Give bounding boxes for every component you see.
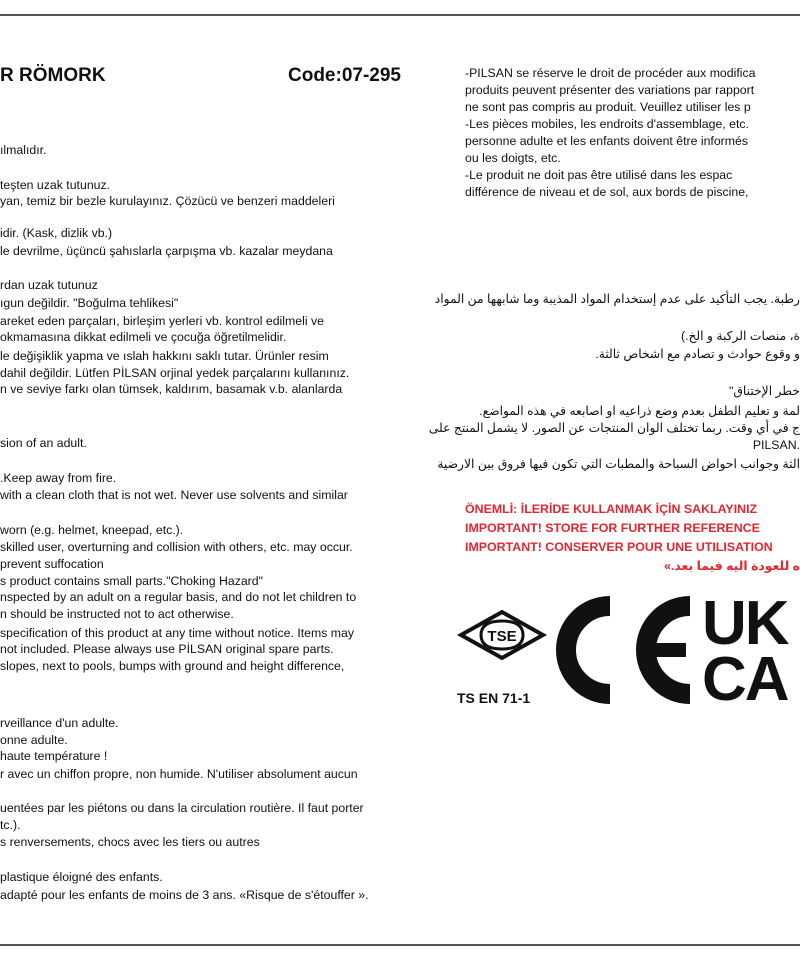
french-right-line: personne adulte et les enfants doivent être informés xyxy=(465,134,749,148)
french-right-line: -PILSAN se réserve le droit de procéder aux modifica xyxy=(465,66,756,80)
arabic-line: الثة وجوانب احواض السباحة والمطبات التي تكون فيها فروق بين الارضية xyxy=(437,457,800,471)
english-line: prevent suffocation xyxy=(0,557,104,571)
svg-text:CA: CA xyxy=(702,645,788,702)
warning-turkish: ÖNEMLİ: İLERİDE KULLANMAK İÇİN SAKLAYINIZ xyxy=(465,502,758,516)
french-line: tc.). xyxy=(0,818,21,832)
tse-mark-text: TSE xyxy=(487,628,517,645)
english-line: sion of an adult. xyxy=(0,436,87,450)
french-line: onne adulte. xyxy=(0,733,68,747)
french-right-line: différence de niveau et de sol, aux bords de piscine, xyxy=(465,185,749,199)
french-line: s renversements, chocs avec les tiers ou autres xyxy=(0,835,260,849)
english-line: skilled user, overturning and collision with others, etc. may occur. xyxy=(0,540,353,554)
tse-standard-label: TS EN 71-1 xyxy=(457,690,531,706)
french-right-line: produits peuvent présenter des variations par rapport xyxy=(465,83,755,97)
arabic-line: ج في أي وقت. ربما تختلف الوان المنتجات عن الصور. لا يشمل المنتج على xyxy=(428,421,800,435)
arabic-line: ة، منصات الركبة و الخ.) xyxy=(680,329,800,343)
turkish-line: yan, temiz bir bezle kurulayınız. Çözücü ve benzeri maddeleri xyxy=(0,194,335,208)
arabic-line: رطبة. يجب التأكيد على عدم إستخدام المواد المذيبة وما شابهها من المواد xyxy=(434,292,800,306)
french-right-line: ou les doigts, etc. xyxy=(465,151,561,165)
warning-english: IMPORTANT! STORE FOR FURTHER REFERENCE xyxy=(465,521,760,535)
french-right-line: -Le produit ne doit pas être utilisé dans les espac xyxy=(465,168,733,182)
turkish-line: okmamasına dikkat edilmeli ve çocuğa öğretilmelidir. xyxy=(0,330,287,344)
english-line: slopes, next to pools, bumps with ground and height difference, xyxy=(0,659,345,673)
product-code: Code:07-295 xyxy=(288,65,401,86)
english-line: with a clean cloth that is not wet. Never use solvents and similar xyxy=(0,488,348,502)
turkish-line: areket eden parçaları, birleşim yerleri vb. kontrol edilmeli ve xyxy=(0,314,324,328)
arabic-line: لمة و تعليم الطفل بعدم وضع ذراعيه او اصابعه في هذه المواضع. xyxy=(479,404,800,418)
ce-mark-logo xyxy=(550,592,700,708)
english-line: n should be instructed not to act otherwise. xyxy=(0,607,234,621)
turkish-line: ıgun değildir. "Boğulma tehlikesi" xyxy=(0,296,179,310)
english-line: worn (e.g. helmet, kneepad, etc.). xyxy=(0,523,184,537)
english-line: .Keep away from fire. xyxy=(0,471,117,485)
tse-logo xyxy=(457,605,547,683)
turkish-line: dahil değildir. Lütfen PİLSAN orjinal yedek parçalarını kullanınız. xyxy=(0,366,350,380)
arabic-line: خطر الإختناق" xyxy=(729,384,800,398)
warning-arabic: ه للعودة اليه فيما بعد.» xyxy=(664,559,800,573)
french-line: uentées par les piétons ou dans la circulation routière. Il faut porter xyxy=(0,801,364,815)
english-line: nspected by an adult on a regular basis, and do not let children to xyxy=(0,590,357,604)
french-right-line: ne sont pas compris au produit. Veuillez utiliser les p xyxy=(465,100,751,114)
french-line: r avec un chiffon propre, non humide. N'utiliser absolument aucun xyxy=(0,767,358,781)
bottom-border-line xyxy=(0,944,800,946)
french-right-line: -Les pièces mobiles, les endroits d'assemblage, etc. xyxy=(465,117,749,131)
french-line: rveillance d'un adulte. xyxy=(0,716,119,730)
turkish-line: ılmalıdır. xyxy=(0,143,47,157)
turkish-line: rdan uzak tutunuz xyxy=(0,278,98,292)
turkish-line: le değişiklik yapma ve ıslah hakkını saklı tutar. Ürünler resim xyxy=(0,349,329,363)
turkish-line: teşten uzak tutunuz. xyxy=(0,178,111,192)
warning-french: IMPORTANT! CONSERVER POUR UNE UTILISATION xyxy=(465,540,773,554)
french-line: adapté pour les enfants de moins de 3 ans. «Risque de s'étouffer ». xyxy=(0,888,369,902)
english-line: specification of this product at any time without notice. Items may xyxy=(0,626,355,640)
top-border-line xyxy=(0,14,800,16)
english-line: not included. Please always use PİLSAN original spare parts. xyxy=(0,642,334,656)
ukca-mark-logo xyxy=(700,592,800,702)
french-line: haute température ! xyxy=(0,749,108,763)
arabic-line: و وقوع حوادث و تصادم مع اشخاص ثالثة. xyxy=(595,347,800,361)
french-line: plastique éloigné des enfants. xyxy=(0,870,163,884)
arabic-line: .PILSAN xyxy=(752,438,800,452)
turkish-line: le devrilme, üçüncü şahıslarla çarpışma vb. kazalar meydana xyxy=(0,244,333,258)
english-line: s product contains small parts."Choking Hazard" xyxy=(0,574,263,588)
svg-text:UK: UK xyxy=(702,592,788,658)
turkish-line: idir. (Kask, dizlik vb.) xyxy=(0,226,113,240)
product-title: R RÖMORK xyxy=(0,65,106,86)
turkish-line: n ve seviye farkı olan tümsek, kaldırım, basamak v.b. alanlarda xyxy=(0,382,343,396)
